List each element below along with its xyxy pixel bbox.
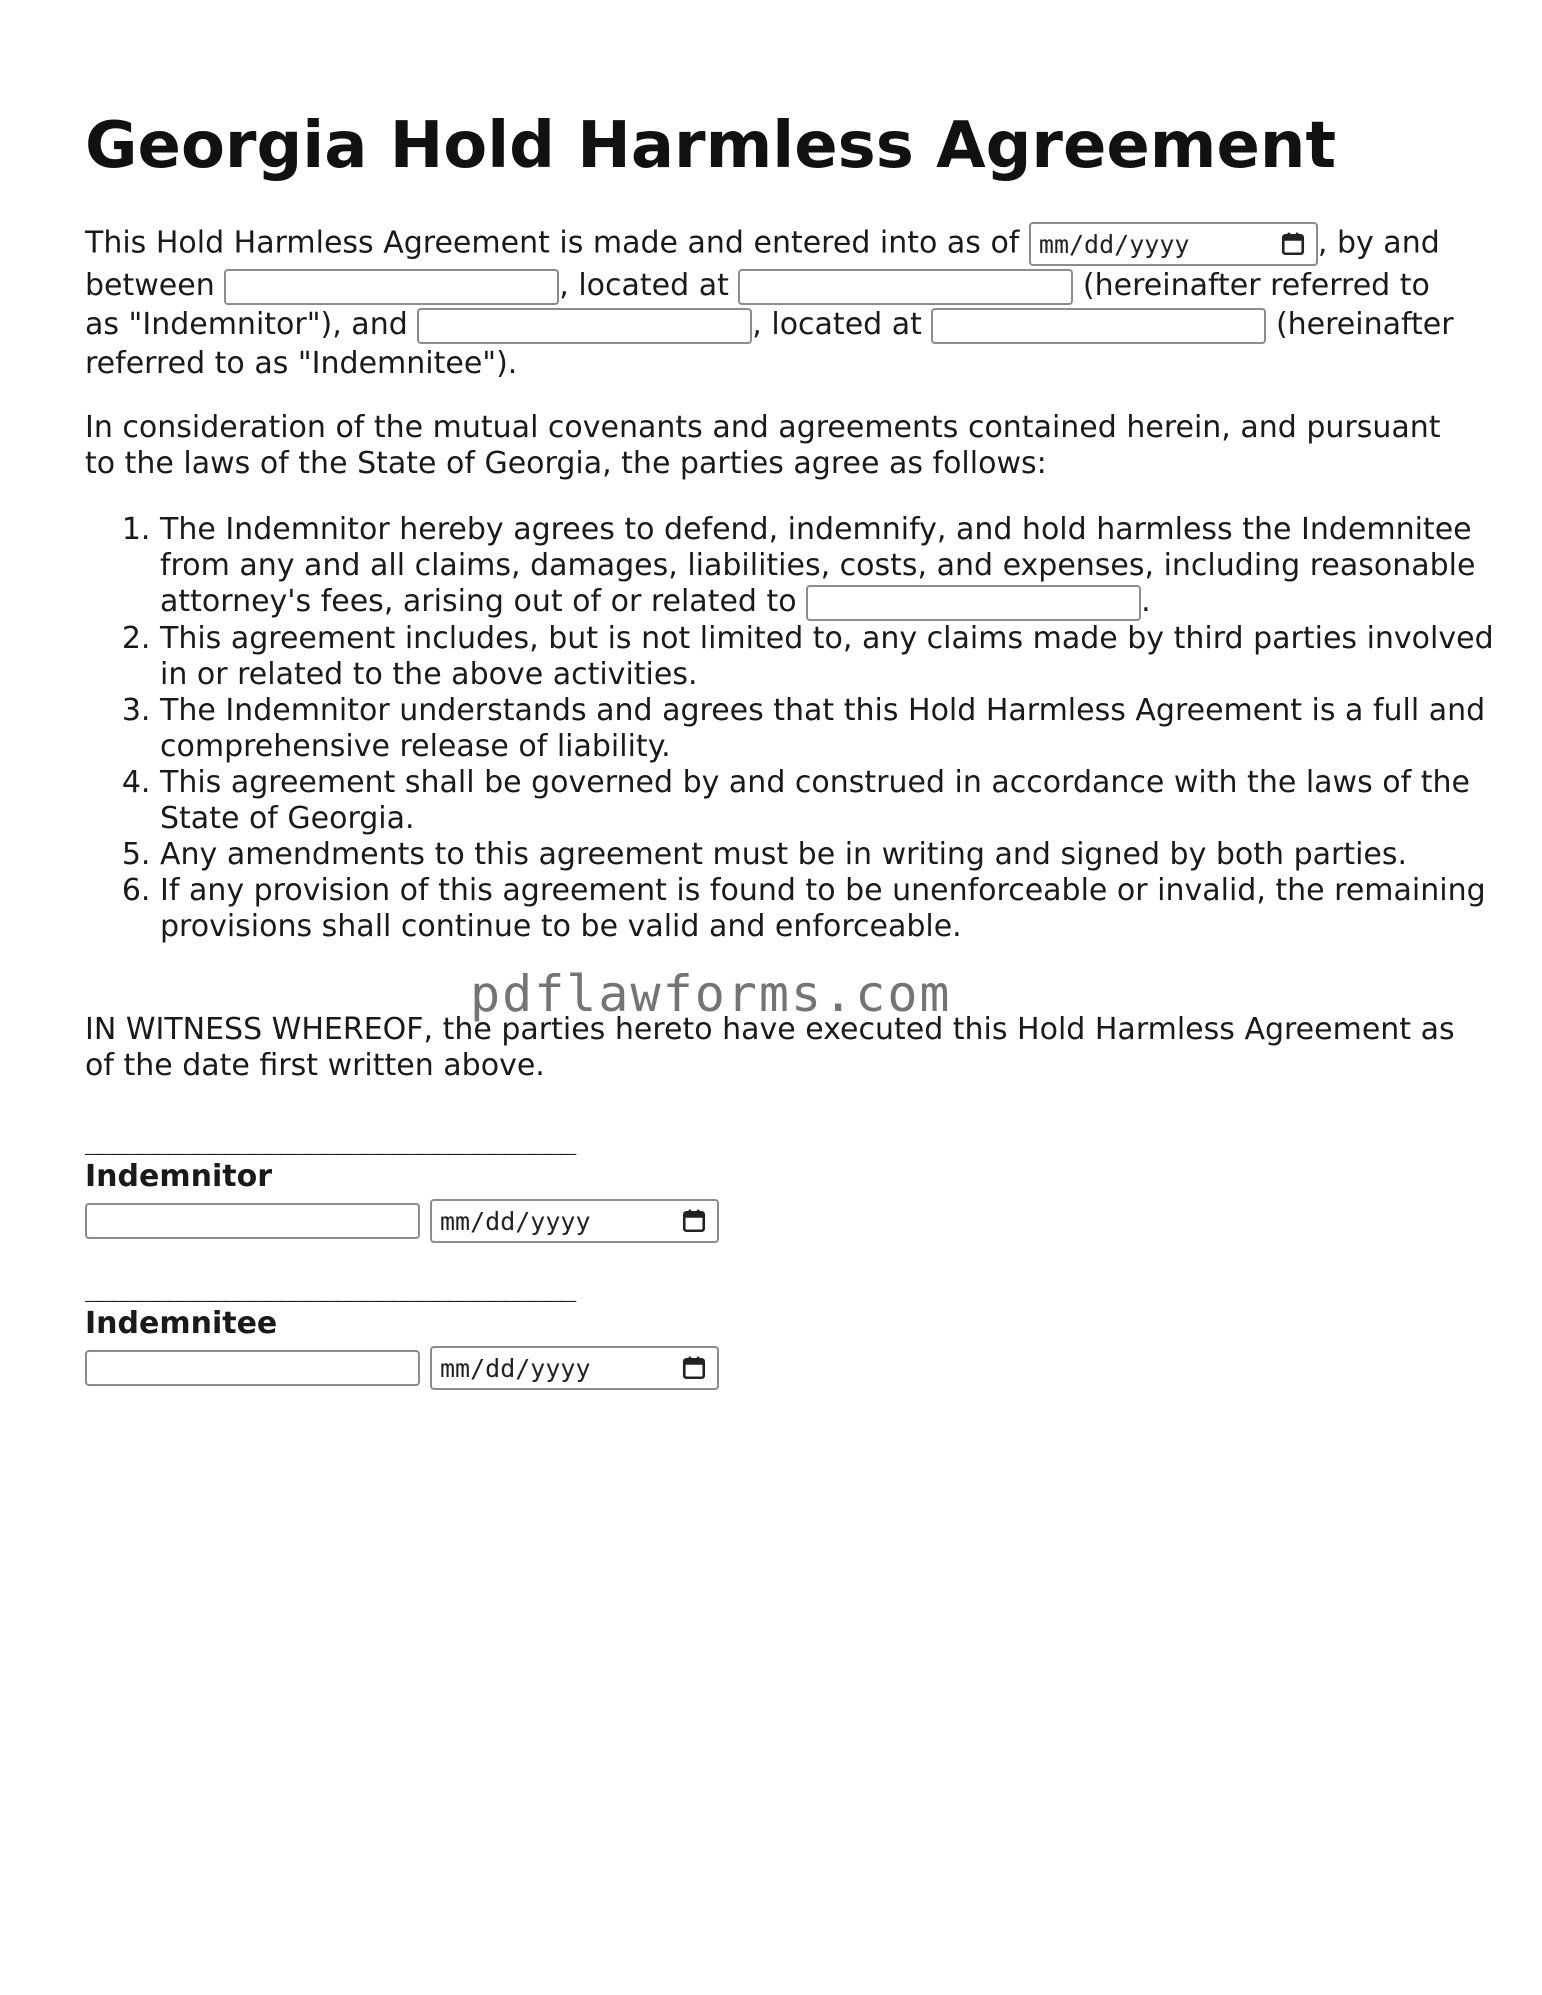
clause-4: 4. This agreement shall be governed by and construed in accordance with the laws of the State of Georgia. bbox=[160, 765, 1530, 837]
indemnitee-signature-row bbox=[85, 1346, 785, 1390]
consideration-paragraph: In consideration of the mutual covenants and agreements contained herein, and pursuant to the laws of the State of Georgia, the parties agree as follows: bbox=[85, 410, 1441, 481]
intro-text-5: , located at bbox=[752, 307, 932, 342]
clause-1-end: . bbox=[1141, 584, 1151, 619]
indemnitee-address-input[interactable] bbox=[931, 308, 1266, 344]
calendar-icon[interactable] bbox=[1280, 231, 1306, 257]
date-placeholder: mm/dd/yyyy bbox=[440, 1353, 591, 1383]
watermark: pdflawforms.com bbox=[470, 965, 952, 1023]
indemnitee-label: Indemnitee bbox=[85, 1306, 278, 1341]
agreement-date-input[interactable] bbox=[1029, 222, 1318, 266]
indemnitee-signature-block bbox=[85, 1272, 785, 1390]
signature-line: ___________________________________ bbox=[85, 1125, 575, 1155]
date-placeholder: mm/dd/yyyy bbox=[1038, 229, 1190, 259]
calendar-icon[interactable] bbox=[681, 1355, 707, 1381]
indemnitor-address-input[interactable] bbox=[738, 269, 1073, 305]
indemnitee-signature-input[interactable] bbox=[85, 1350, 420, 1386]
indemnitor-signature-row bbox=[85, 1199, 785, 1243]
clause-6: 6. If any provision of this agreement is found to be unenforceable or invalid, the remaining provisions shall continue to be valid and enforceable. bbox=[160, 873, 1530, 945]
clause-5: 5. Any amendments to this agreement must be in writing and signed by both parties. bbox=[160, 837, 1530, 873]
clause-1-text: The Indemnitor hereby agrees to defend, indemnify, and hold harmless the Indemnitee from any and all claims, damages, liabilities, costs, and expenses, including reasonable attorney's fees, arising out of or related to bbox=[160, 512, 1476, 619]
indemnitor-name-input[interactable] bbox=[224, 269, 559, 305]
indemnitor-label: Indemnitor bbox=[85, 1159, 272, 1194]
clause-1 bbox=[160, 512, 1530, 621]
indemnitor-signature-block bbox=[85, 1125, 785, 1243]
signature-line: ___________________________________ bbox=[85, 1272, 575, 1302]
indemnitor-date-input[interactable] bbox=[430, 1199, 719, 1243]
activity-input[interactable] bbox=[806, 585, 1141, 621]
intro-text-4: (hereinafter referred to as "Indemnitor"), and bbox=[85, 268, 1430, 342]
intro-text-2: , by and between bbox=[85, 225, 1440, 303]
clause-3: 3. The Indemnitor understands and agrees that this Hold Harmless Agreement is a full and comprehensive release of liability. bbox=[160, 693, 1530, 765]
intro-text-3: , located at bbox=[559, 268, 739, 303]
indemnitee-name-input[interactable] bbox=[417, 308, 752, 344]
indemnitee-date-input[interactable] bbox=[430, 1346, 719, 1390]
document-title: Georgia Hold Harmless Agreement bbox=[85, 109, 1337, 183]
witness-paragraph: IN WITNESS WHEREOF, the parties hereto have executed this Hold Harmless Agreement as of the date first written above. bbox=[85, 1012, 1455, 1083]
calendar-icon[interactable] bbox=[681, 1208, 707, 1234]
intro-paragraph bbox=[85, 222, 1455, 383]
indemnitor-signature-input[interactable] bbox=[85, 1203, 420, 1239]
date-placeholder: mm/dd/yyyy bbox=[440, 1206, 591, 1236]
intro-text-6: (hereinafter referred to as "Indemnitee"). bbox=[85, 307, 1454, 381]
intro-text-1: This Hold Harmless Agreement is made and entered into as of bbox=[85, 225, 1029, 261]
clause-2: 2. This agreement includes, but is not limited to, any claims made by third parties involved in or related to the above activities. bbox=[160, 621, 1530, 693]
clauses-list bbox=[85, 512, 1530, 945]
